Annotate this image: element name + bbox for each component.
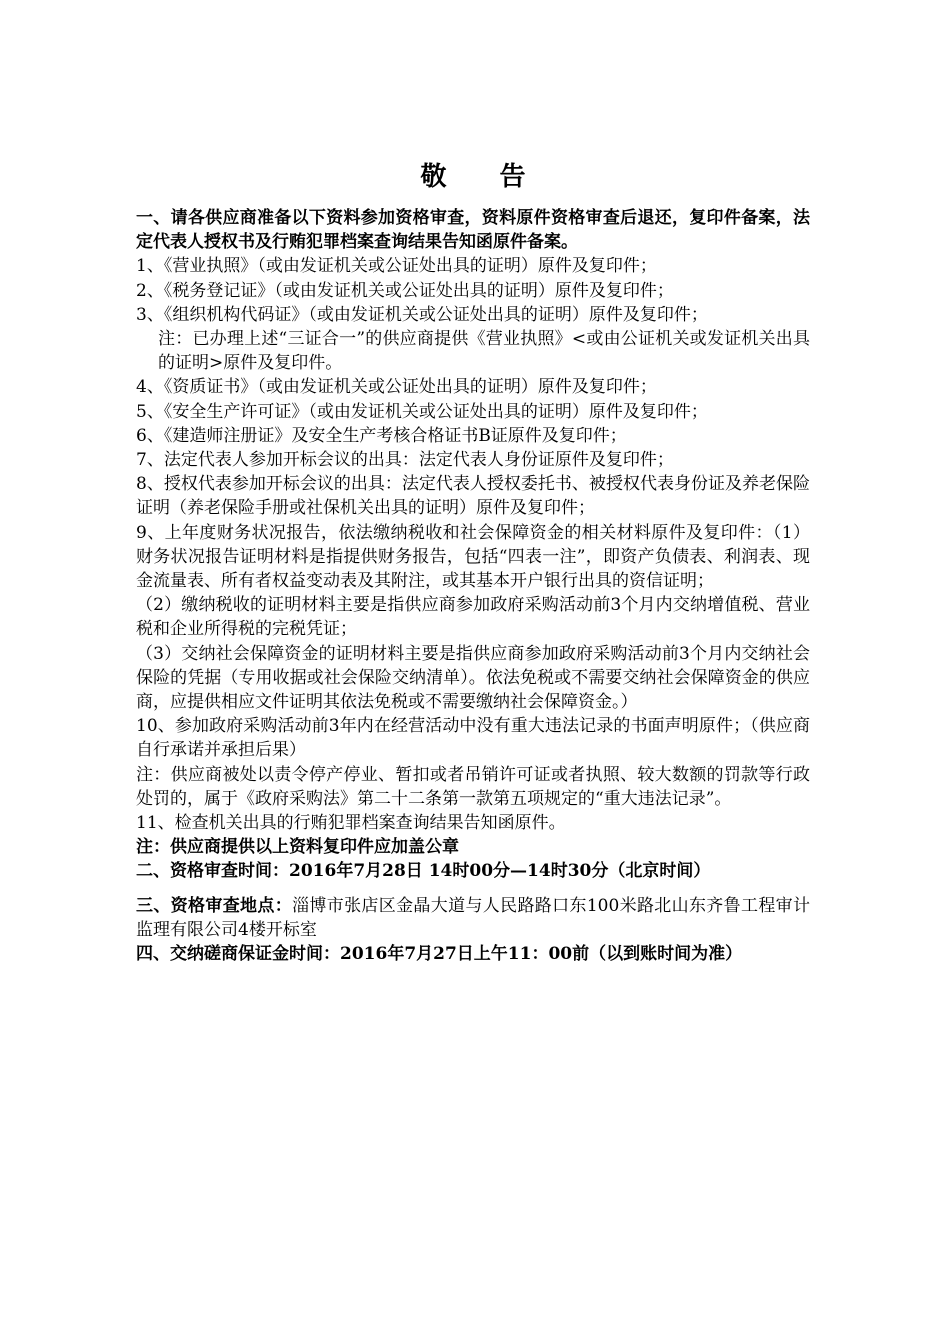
item-3-note: 注：已办理上述“三证合一”的供应商提供《营业执照》<或由公证机关或发证机关出具的证明>原件及复印件。 xyxy=(158,329,810,374)
item-10-note: 注：供应商被处以责令停产停业、暂扣或者吊销许可证或者执照、较大数额的罚款等行政处罚的，属于《政府采购法》第二十二条第一款第五项规定的“重大违法记录”。 xyxy=(136,764,810,809)
item-4: 4、《资质证书》（或由发证机关或公证处出具的证明）原件及复印件； xyxy=(136,377,657,398)
item-11: 11、检查机关出具的行贿犯罪档案查询结果告知函原件。 xyxy=(136,813,566,834)
item-7: 7、法定代表人参加开标会议的出具：法定代表人身份证原件及复印件； xyxy=(136,450,674,471)
section-1-heading: 一、请各供应商准备以下资料参加资格审查，资料原件资格审查后退还，复印件备案，法定代表人授权书及行贿犯罪档案查询结果告知函原件备案。 xyxy=(136,208,810,253)
item-6: 6、《建造师注册证》及安全生产考核合格证书B证原件及复印件； xyxy=(136,425,627,446)
copy-seal-note: 注：供应商提供以上资料复印件应加盖公章 xyxy=(136,837,459,858)
section-2-review-time: 二、资格审查时间：2016年7月28日 14时00分—14时30分（北京时间） xyxy=(136,861,711,882)
section-3-review-location xyxy=(136,894,810,942)
section-4-deposit-time: 四、交纳磋商保证金时间：2016年7月27日上午11：00前（以到账时间为准） xyxy=(136,944,743,965)
item-10: 10、参加政府采购活动前3年内在经营活动中没有重大违法记录的书面声明原件；（供应商自行承诺并承担后果） xyxy=(136,716,810,761)
document-title: 敬 告 xyxy=(420,162,548,192)
section-3-value: 淄博市张店区金晶大道与人民路路口东100米路北山东齐鲁工程审计监理有限公司4楼开标室 xyxy=(136,895,811,940)
item-9-sub-3: （3）交纳社会保障资金的证明材料主要是指供应商参加政府采购活动前3个月内交纳社会保险的凭据（专用收据或社会保险交纳清单）。依法免税或不需要交纳社会保障资金的供应商，应提供相应文件证明其依法免税或不需要缴纳社会保障资金。） xyxy=(136,643,810,713)
section-3-label: 三、资格审查地点： xyxy=(136,895,293,916)
item-5: 5、《安全生产许可证》（或由发证机关或公证处出具的证明）原件及复印件； xyxy=(136,401,708,422)
item-9: 9、上年度财务状况报告，依法缴纳税收和社会保障资金的相关材料原件及复印件：（1）财务状况报告证明材料是指提供财务报告，包括“四表一注”，即资产负债表、利润表、现金流量表、所有者权益变动表及其附注，或其基本开户银行出具的资信证明； xyxy=(136,522,810,592)
item-2: 2、《税务登记证》（或由发证机关或公证处出具的证明）原件及复印件； xyxy=(136,280,674,301)
document-page xyxy=(136,160,810,966)
item-1: 1、《营业执照》（或由发证机关或公证处出具的证明）原件及复印件； xyxy=(136,256,657,277)
item-8: 8、授权代表参加开标会议的出具：法定代表人授权委托书、被授权代表身份证及养老保险证明（养老保险手册或社保机关出具的证明）原件及复印件； xyxy=(136,474,810,519)
item-9-sub-2: （2）缴纳税收的证明材料主要是指供应商参加政府采购活动前3个月内交纳增值税、营业税和企业所得税的完税凭证； xyxy=(136,595,810,640)
item-3: 3、《组织机构代码证》（或由发证机关或公证处出具的证明）原件及复印件； xyxy=(136,304,708,325)
